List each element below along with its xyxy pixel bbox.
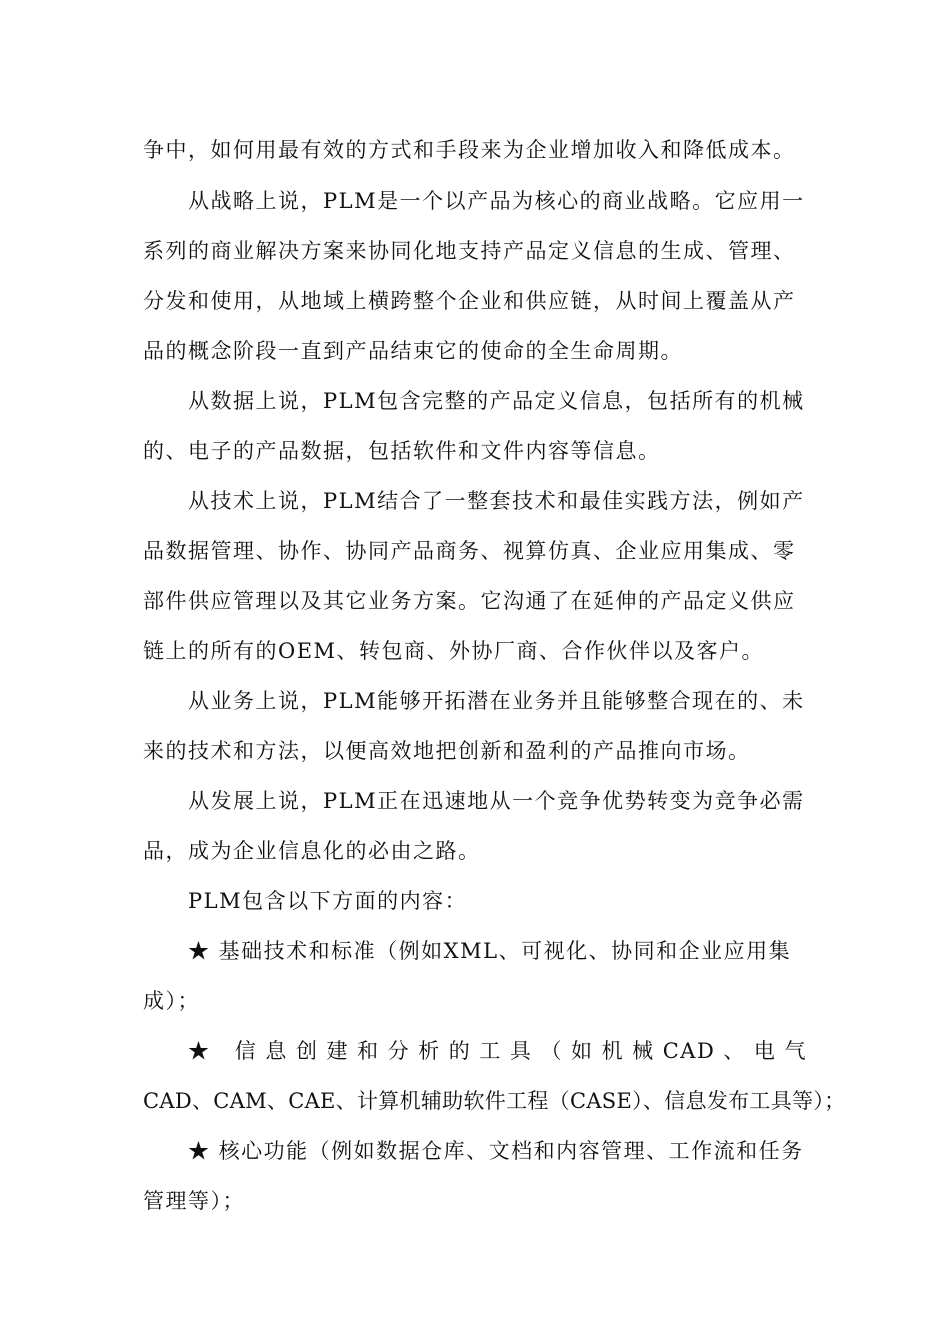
text-line: 争中，如何用最有效的方式和手段来为企业增加收入和降低成本。 bbox=[143, 138, 796, 162]
paragraph-strategy: 从战略上说，PLM是一个以产品为核心的商业战略。它应用一 bbox=[188, 189, 805, 213]
text-line: 成）； bbox=[143, 989, 200, 1013]
text-line: CAD、CAM、CAE、计算机辅助软件工程（CASE）、信息发布工具等）； bbox=[143, 1089, 846, 1113]
text-line: 链上的所有的OEM、转包商、外协厂商、合作伙伴以及客户。 bbox=[143, 639, 765, 663]
bullet-item-foundation: ★ 基础技术和标准（例如XML、可视化、协同和企业应用集 bbox=[188, 939, 792, 963]
section-intro: PLM包含以下方面的内容： bbox=[188, 889, 468, 913]
paragraph-development: 从发展上说，PLM正在迅速地从一个竞争优势转变为竞争必需 bbox=[188, 789, 805, 813]
text-line: 的、电子的产品数据，包括软件和文件内容等信息。 bbox=[143, 439, 661, 463]
text-line: 品的概念阶段一直到产品结束它的使命的全生命周期。 bbox=[143, 339, 683, 363]
paragraph-business: 从业务上说，PLM能够开拓潜在业务并且能够整合现在的、未 bbox=[188, 689, 805, 713]
bullet-item-tools: ★ 信息创建和分析的工具（如机械CAD、电气 bbox=[188, 1039, 807, 1063]
text-line: 来的技术和方法，以便高效地把创新和盈利的产品推向市场。 bbox=[143, 739, 751, 763]
text-line: 品数据管理、协作、协同产品商务、视算仿真、企业应用集成、零 bbox=[143, 539, 796, 563]
text-line: 管理等）； bbox=[143, 1189, 245, 1213]
text-line: 系列的商业解决方案来协同化地支持产品定义信息的生成、管理、 bbox=[143, 239, 796, 263]
paragraph-technology: 从技术上说，PLM结合了一整套技术和最佳实践方法，例如产 bbox=[188, 489, 805, 513]
text-line: 分发和使用，从地域上横跨整个企业和供应链，从时间上覆盖从产 bbox=[143, 289, 796, 313]
text-line: 部件供应管理以及其它业务方案。它沟通了在延伸的产品定义供应 bbox=[143, 589, 796, 613]
bullet-item-core: ★ 核心功能（例如数据仓库、文档和内容管理、工作流和任务 bbox=[188, 1139, 804, 1163]
paragraph-data: 从数据上说，PLM包含完整的产品定义信息，包括所有的机械 bbox=[188, 389, 805, 413]
text-line: 品，成为企业信息化的必由之路。 bbox=[143, 839, 481, 863]
